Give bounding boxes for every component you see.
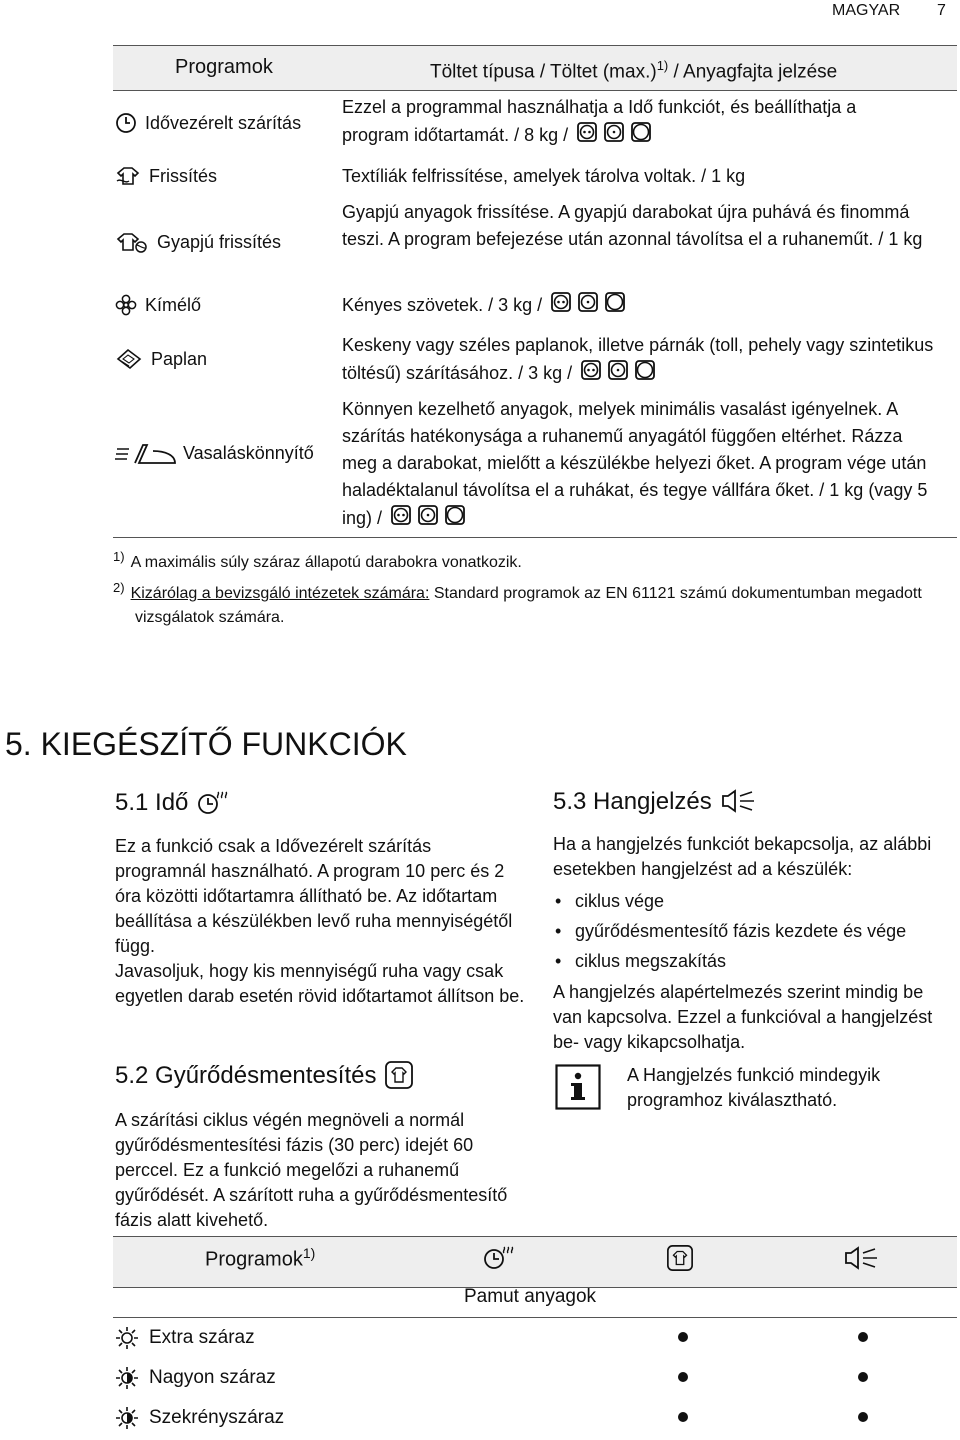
program-desc-text: Ezzel a programmal használhatja a Idő funkciót, és beállíthatja a program időtartamát. / 8 kg / — [342, 97, 857, 145]
section-5-1 — [115, 788, 525, 1009]
row-label: Szekrényszáraz — [149, 1407, 285, 1428]
footnote-ref: 1) — [656, 58, 669, 73]
availability-dot — [678, 1412, 688, 1422]
row-label: Nagyon száraz — [149, 1367, 276, 1388]
shirt-refresh-icon — [115, 165, 141, 187]
program-name: Gyapjú frissítés — [157, 231, 282, 252]
fabric-icons — [551, 291, 627, 321]
program-row-duvet — [115, 347, 207, 371]
fabric-icons — [581, 359, 657, 389]
paragraph: Ha a hangjelzés funkciót bekapcsolja, az alábbi esetekben hangjelzést ad a készülék: — [553, 834, 932, 879]
program-desc — [342, 94, 912, 151]
duvet-icon — [115, 347, 143, 371]
footnote-text: A maximális súly száraz állapotú darabokra vonatkozik. — [130, 554, 522, 571]
subsection-title-text: 5.1 Idő — [115, 788, 189, 816]
footnote-mark: 1) — [113, 549, 125, 564]
availability-dot — [678, 1332, 688, 1342]
subsection-title — [115, 788, 525, 816]
anti-crease-icon — [384, 1060, 414, 1090]
time-icon — [482, 1243, 516, 1271]
buzzer-icon — [843, 1245, 879, 1271]
list-item: • gyűrődésmentesítő fázis kezdete és vége — [553, 916, 948, 946]
sun-extra-icon — [115, 1326, 139, 1350]
list-item: • ciklus megszakítás — [553, 946, 948, 976]
program-name: Vasaláskönnyítő — [183, 443, 314, 463]
program-row-wool-refresh — [115, 230, 281, 254]
program-desc-text: Kényes szövetek. / 3 kg / — [342, 294, 543, 315]
bullet-list — [553, 886, 948, 976]
program-desc: Gyapjú anyagok frissítése. A gyapjú darabokat újra puhává és finommá teszi. A program befejezése után azonnal távolítsa el a ruhaneműt. / 1 kg — [342, 202, 923, 249]
availability-dot — [858, 1332, 868, 1342]
fabric-icons — [391, 504, 467, 534]
cotton-icon — [577, 121, 653, 143]
subsection-title-text: 5.2 Gyűrődésmentesítés — [115, 1061, 377, 1089]
cotton-icon — [551, 291, 627, 313]
subsection-title — [553, 788, 948, 814]
iron-icon — [115, 441, 179, 467]
paragraph: Javasoljuk, hogy kis mennyiségű ruha vagy csak egyetlen darab esetén rövid időtartamot állítson be. — [115, 961, 525, 1006]
col-header-load-text: Töltet típusa / Töltet (max.) — [430, 61, 657, 83]
cotton-icon — [391, 504, 467, 526]
table-row — [115, 1406, 284, 1430]
row-label: Extra száraz — [149, 1327, 255, 1348]
fabric-icons — [577, 121, 653, 151]
buzzer-icon — [720, 788, 756, 814]
list-item: • ciklus vége — [553, 886, 948, 916]
col-header-load — [430, 58, 837, 83]
table-divider — [113, 90, 957, 91]
program-desc — [342, 396, 942, 534]
section-title: 5. KIEGÉSZÍTŐ FUNKCIÓK — [5, 726, 407, 762]
program-row-delicate — [115, 294, 201, 316]
program-row-easy-iron — [115, 440, 330, 467]
footnote-1 — [113, 545, 933, 575]
paragraph: A hangjelzés alapértelmezés szerint mindig be van kapcsolva. Ezzel a funkcióval a hangjelzést be- vagy kikapcsolhatja. — [553, 982, 933, 1052]
paragraph: Ez a funkció csak a Idővezérelt szárítás programnál használható. A program 10 perc és 2 óra közötti időtartamra állítható be. Az időtartam beállítása a készülékben levő ruha mennyiségétől függ. — [115, 836, 513, 956]
info-text: A Hangjelzés funkció mindegyik programhoz kiválasztható. — [627, 1065, 881, 1110]
footnote-2 — [113, 576, 960, 630]
program-row-refresh — [115, 165, 217, 187]
page-number: 7 — [937, 2, 946, 19]
program-name: Frissítés — [149, 165, 218, 186]
cotton-icon — [581, 359, 657, 381]
program-name: Idővezérelt szárítás — [145, 112, 302, 133]
col-header-load-rest: / Anyagfajta jelzése — [668, 61, 838, 83]
table-divider — [113, 537, 957, 538]
wool-refresh-icon — [115, 230, 149, 254]
table-divider — [113, 1317, 957, 1318]
footnote-bold: Kizárólag a bevizsgáló intézetek számára: — [130, 585, 430, 602]
subsection-title — [115, 1060, 515, 1090]
footnote-text: Standard programok az EN 61121 számú dokumentumban megadott vizsgálatok számára. — [135, 585, 922, 626]
flower-icon — [115, 294, 137, 316]
program-row-timed — [115, 112, 301, 134]
section-5-2 — [115, 1060, 515, 1233]
table-divider — [113, 1236, 957, 1237]
availability-dot — [678, 1372, 688, 1382]
footnote-ref: 1) — [302, 1245, 316, 1261]
paragraph: A szárítási ciklus végén megnöveli a normál gyűrődésmentesítési fázis (30 perc) idejét 60 perccel. Ez a funkció megelőzi a ruhanemű gyűrődését. A szárított ruha a gyűrődésmentesítő fázis alatt kivehető. — [115, 1110, 508, 1230]
program-desc-text: Keskeny vagy széles paplanok, illetve párnák (toll, pehely vagy szintetikus töltésű) szárításához. / 3 kg / — [342, 335, 934, 383]
availability-dot — [858, 1412, 868, 1422]
table-divider — [113, 45, 957, 46]
sun-very-icon — [115, 1366, 139, 1390]
col-header-text: Programok — [205, 1248, 303, 1271]
group-label: Pamut anyagok — [464, 1286, 597, 1307]
program-name: Kímélő — [145, 294, 202, 315]
program-desc — [342, 332, 937, 389]
program-desc — [342, 291, 942, 321]
program-name: Paplan — [151, 348, 208, 369]
col-header-programs — [205, 1245, 315, 1272]
availability-dot — [858, 1372, 868, 1382]
language-label: MAGYAR — [832, 2, 901, 19]
anti-crease-icon — [666, 1244, 694, 1272]
sun-cupboard-icon — [115, 1406, 139, 1430]
program-desc: Textíliák felfrissítése, amelyek tárolva voltak. / 1 kg — [342, 166, 746, 186]
table-row — [115, 1366, 276, 1390]
footnote-mark: 2) — [113, 580, 125, 595]
table-row — [115, 1326, 255, 1350]
subsection-title-text: 5.3 Hangjelzés — [553, 787, 712, 815]
clock-icon — [115, 112, 137, 134]
time-icon — [196, 788, 230, 816]
program-desc-text: Könnyen kezelhető anyagok, melyek minimális vasalást igényelnek. A szárítás hatékonysága a ruhanemű anyagától függően eltérhet. Rázza meg a darabokat, mielőtt a készülékbe helyezi őket. A program vége után haladéktalanul távolítsa el a ruhákat, és tegye vállfára őket. / 1 kg (vagy 5 ing) / — [342, 399, 928, 528]
col-header-programs: Programok — [175, 56, 273, 78]
info-icon — [555, 1064, 601, 1115]
section-5-3 — [553, 788, 948, 1055]
